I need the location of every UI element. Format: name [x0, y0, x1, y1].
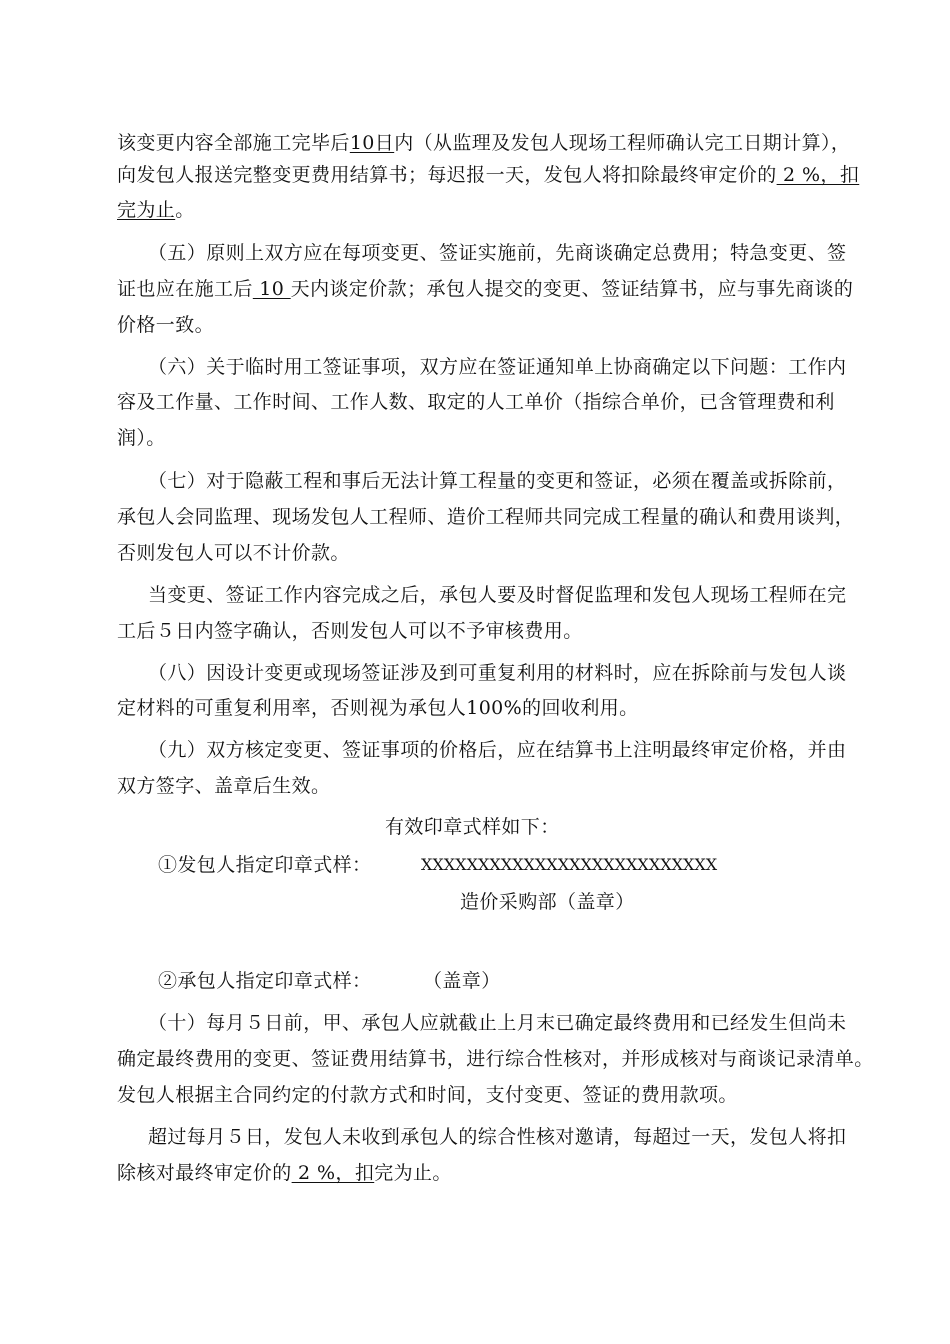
contractor-seal-label: ②承包人指定印章式样： [158, 970, 372, 992]
text: 。 [175, 199, 195, 221]
para5-line2 [117, 276, 853, 302]
owner-seal-sub: 造价采购部（盖章） [460, 891, 635, 913]
underlined-percent: 2 %，扣 [776, 164, 860, 186]
para6-line3: 润）。 [117, 427, 166, 449]
underlined-percent: 2 %，扣 [291, 1162, 375, 1184]
para9-line2: 双方签字、盖章后生效。 [117, 775, 331, 797]
para7-line3: 否则发包人可以不计价款。 [117, 542, 350, 564]
para5-line1: （五）原则上双方应在每项变更、签证实施前，先商谈确定总费用；特急变更、签 [148, 242, 847, 264]
text: 天内谈定价款；承包人提交的变更、签证结算书，应与事先商谈的 [290, 278, 854, 300]
para7-line1: （七）对于隐蔽工程和事后无法计算工程量的变更和签证，必须在覆盖或拆除前， [148, 470, 847, 492]
para11-line1: 超过每月５日，发包人未收到承包人的综合性核对邀请，每超过一天，发包人将扣 [148, 1126, 847, 1148]
owner-seal-value: XXXXXXXXXXXXXXXXXXXXXXXXXX [421, 855, 718, 874]
para10-line2: 确定最终费用的变更、签证费用结算书，进行综合性核对，并形成核对与商谈记录清单。 [117, 1048, 874, 1070]
text: 除核对最终审定价的 [117, 1162, 292, 1184]
para10-line3: 发包人根据主合同约定的付款方式和时间，支付变更、签证的费用款项。 [117, 1084, 738, 1106]
text: 向发包人报送完整变更费用结算书；每迟报一天，发包人将扣除最终审定价的 [117, 164, 777, 186]
seal-heading: 有效印章式样如下： [385, 816, 560, 838]
para7-line2: 承包人会同监理、现场发包人工程师、造价工程师共同完成工程量的确认和费用谈判， [117, 506, 855, 528]
text: 该变更内容全部施工完毕后 [117, 132, 350, 154]
para5-line3: 价格一致。 [117, 314, 215, 336]
para1-line1 [117, 130, 850, 156]
para7b-line2: 工后５日内签字确认，否则发包人可以不予审核费用。 [117, 620, 583, 642]
contractor-seal-value: （盖章） [423, 970, 501, 992]
text: 内（从监理及发包人现场工程师确认完工日期计算）， [394, 132, 851, 154]
underlined-days: 10 [252, 278, 291, 300]
para6-line1: （六）关于临时用工签证事项，双方应在签证通知单上协商确定以下问题：工作内 [148, 356, 847, 378]
underlined-days: 10日 [349, 132, 395, 154]
text: 完为止。 [374, 1162, 452, 1184]
owner-seal-label: ①发包人指定印章式样： [158, 854, 372, 876]
underlined-text: 完为止 [117, 199, 176, 221]
para6-line2: 容及工作量、工作时间、工作人数、取定的人工单价（指综合单价，已含管理费和利 [117, 391, 835, 413]
para8-line1: （八）因设计变更或现场签证涉及到可重复利用的材料时，应在拆除前与发包人谈 [148, 662, 847, 684]
para1-line3 [117, 197, 195, 223]
para7b-line1: 当变更、签证工作内容完成之后，承包人要及时督促监理和发包人现场工程师在完 [148, 584, 847, 606]
para10-line1: （十）每月５日前，甲、承包人应就截止上月末已确定最终费用和已经发生但尚未 [148, 1012, 847, 1034]
para1-line2 [117, 162, 859, 188]
para9-line1: （九）双方核定变更、签证事项的价格后，应在结算书上注明最终审定价格，并由 [148, 739, 847, 761]
text: 证也应在施工后 [117, 278, 253, 300]
para11-line2 [117, 1160, 452, 1186]
para8-line2: 定材料的可重复利用率，否则视为承包人100%的回收利用。 [117, 697, 639, 719]
